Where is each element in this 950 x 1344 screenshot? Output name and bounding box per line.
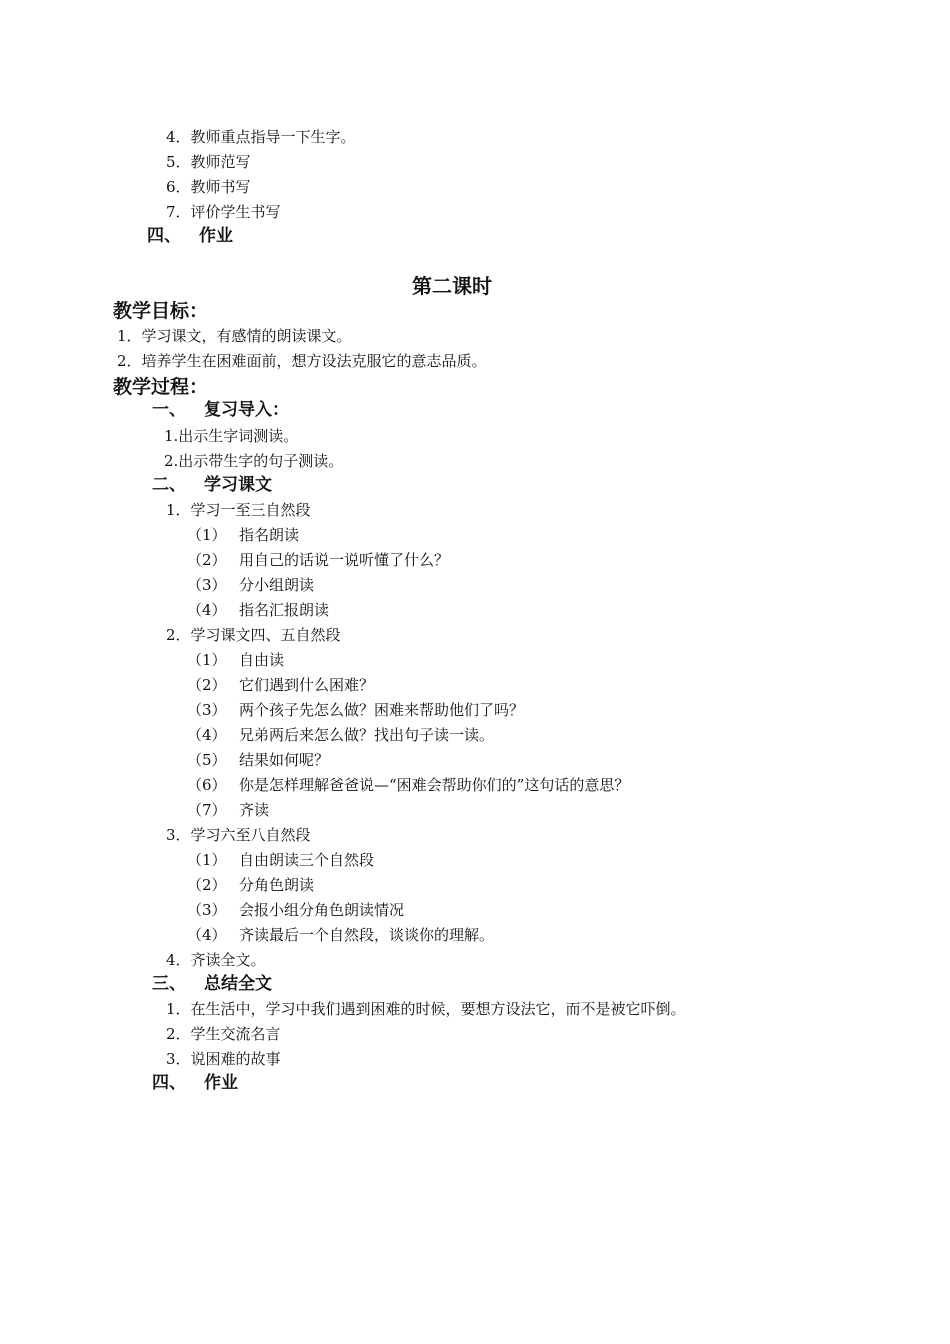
item-number: （3）	[187, 901, 227, 919]
item-number: （3）	[187, 576, 227, 594]
sub-heading: 2．学习课文四、五自然段	[166, 626, 341, 644]
item-text: 兄弟两后来怎么做？找出句子读一读。	[239, 726, 495, 744]
section-heading	[152, 974, 272, 994]
item-number: （1）	[187, 526, 227, 544]
list-item: 5．教师范写	[166, 153, 251, 171]
section-label: 学习课文	[204, 475, 272, 495]
section-heading	[152, 475, 272, 495]
sub-heading: 3．学习六至八自然段	[166, 826, 311, 844]
process-heading: 教学过程：	[113, 376, 209, 398]
list-item	[187, 600, 329, 620]
goal-item: 1．学习课文，有感情的朗读课文。	[117, 327, 352, 345]
section-heading	[147, 226, 233, 246]
list-item	[187, 800, 269, 820]
item-number: （1）	[187, 651, 227, 669]
item-number: （5）	[187, 751, 227, 769]
section-number: 四、	[147, 226, 181, 246]
item-text: 分角色朗读	[239, 876, 315, 894]
section-heading	[152, 400, 289, 420]
goals-heading: 教学目标：	[113, 300, 209, 322]
section-label: 作业	[199, 226, 233, 246]
list-item	[187, 850, 374, 870]
item-text: 它们遇到什么困难？	[239, 676, 375, 694]
item-text: 自由朗读三个自然段	[239, 851, 375, 869]
item-text: 齐读最后一个自然段，谈谈你的理解。	[239, 926, 495, 944]
list-item	[187, 750, 329, 770]
item-text: 会报小组分角色朗读情况	[239, 901, 405, 919]
list-item: 4．教师重点指导一下生字。	[166, 128, 356, 146]
list-item	[187, 925, 494, 945]
item-text: 指名朗读	[239, 526, 300, 544]
list-item	[187, 575, 314, 595]
list-item	[187, 725, 494, 745]
list-item	[187, 550, 449, 570]
list-item: 7．评价学生书写	[166, 203, 281, 221]
section-label: 作业	[204, 1073, 238, 1093]
list-item: 1.出示生字词测读。	[164, 427, 299, 445]
list-item	[187, 900, 404, 920]
list-item	[187, 675, 374, 695]
section-number: 一、	[152, 400, 186, 420]
item-number: （4）	[187, 926, 227, 944]
section-label: 复习导入：	[204, 400, 289, 420]
item-number: （2）	[187, 551, 227, 569]
item-text: 指名汇报朗读	[239, 601, 330, 619]
item-number: （6）	[187, 776, 227, 794]
item-text: 你是怎样理解爸爸说—“困难会帮助你们的”这句话的意思？	[239, 776, 630, 794]
item-text: 自由读	[239, 651, 285, 669]
item-number: （1）	[187, 851, 227, 869]
list-item	[187, 700, 524, 720]
list-item: 6．教师书写	[166, 178, 251, 196]
list-item	[187, 775, 629, 795]
item-text: 用自己的话说一说听懂了什么？	[239, 551, 450, 569]
section-heading	[152, 1073, 238, 1093]
item-number: （2）	[187, 876, 227, 894]
item-text: 结果如何呢？	[239, 751, 330, 769]
sub-heading: 4．齐读全文。	[166, 951, 266, 969]
item-text: 齐读	[239, 801, 270, 819]
item-number: （7）	[187, 801, 227, 819]
goal-item: 2．培养学生在困难面前，想方设法克服它的意志品质。	[117, 352, 487, 370]
list-item	[187, 875, 314, 895]
list-item	[187, 525, 299, 545]
sub-heading: 1．学习一至三自然段	[166, 501, 311, 519]
section-number: 二、	[152, 475, 186, 495]
item-number: （4）	[187, 726, 227, 744]
item-number: （4）	[187, 601, 227, 619]
list-item: 1．在生活中，学习中我们遇到困难的时候，要想方设法它，而不是被它吓倒。	[166, 1000, 686, 1018]
section-label: 总结全文	[204, 974, 272, 994]
list-item	[187, 650, 284, 670]
item-number: （2）	[187, 676, 227, 694]
list-item: 3．说困难的故事	[166, 1050, 281, 1068]
item-number: （3）	[187, 701, 227, 719]
page-title: 第二课时	[412, 274, 492, 298]
item-text: 两个孩子先怎么做？困难来帮助他们了吗？	[239, 701, 525, 719]
section-number: 三、	[152, 974, 186, 994]
list-item: 2.出示带生字的句子测读。	[164, 452, 344, 470]
item-text: 分小组朗读	[239, 576, 315, 594]
list-item: 2．学生交流名言	[166, 1025, 281, 1043]
section-number: 四、	[152, 1073, 186, 1093]
